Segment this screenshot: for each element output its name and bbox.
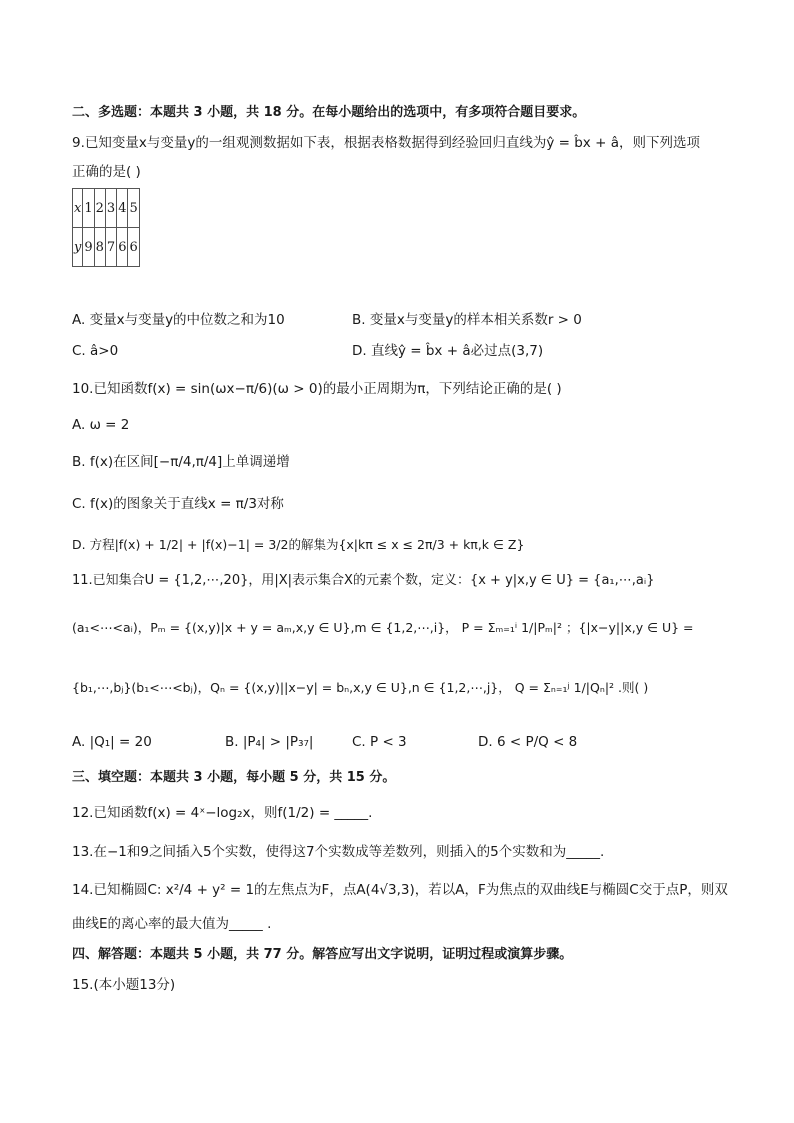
q11-option-b: B. |P₄| > |P₃₇| (225, 734, 314, 750)
observation-data-table (72, 188, 140, 267)
table-cell: 1 (83, 189, 94, 228)
question-13: 13.在−1和9之间插入5个实数，使得这7个实数成等差数列，则插入的5个实数和为_____. (72, 844, 605, 860)
question-14-line-1: 14.已知椭圆C: x²/4 + y² = 1的左焦点为F，点A(4√3,3)，若以A，F为焦点的双曲线E与椭圆C交于点P，则双 (72, 882, 728, 898)
question-11-line-3: {b₁,⋯,bⱼ}(b₁<⋯<bⱼ)，Qₙ = {(x,y)||x−y| = bₙ,x,y ∈ U},n ∈ {1,2,⋯,j}， Q = Σₙ₌₁ʲ 1/|Qₙ|² .则( ) (72, 680, 649, 695)
question-12: 12.已知函数f(x) = 4ˣ−log₂x，则f(1/2) = _____. (72, 805, 373, 821)
table-cell: 7 (105, 228, 116, 267)
table-cell: 4 (117, 189, 128, 228)
question-9-line-2: 正确的是( ) (72, 164, 141, 180)
table-cell: 6 (128, 228, 139, 267)
table-row-y (73, 228, 140, 267)
table-cell: 8 (94, 228, 105, 267)
section-4-heading: 四、解答题：本题共 5 小题，共 77 分。解答应写出文字说明，证明过程或演算步骤。 (72, 947, 573, 962)
section-2-heading: 二、多选题：本题共 3 小题，共 18 分。在每小题给出的选项中，有多项符合题目要求。 (72, 105, 586, 120)
table-cell: 9 (83, 228, 94, 267)
q10-option-c: C. f(x)的图象关于直线x = π/3对称 (72, 496, 284, 512)
question-11-line-1: 11.已知集合U = {1,2,⋯,20}，用|X|表示集合X的元素个数，定义：{x + y|x,y ∈ U} = {a₁,⋯,aᵢ} (72, 573, 655, 588)
question-11-line-2: (a₁<⋯<aᵢ)，Pₘ = {(x,y)|x + y = aₘ,x,y ∈ U},m ∈ {1,2,⋯,i}， P = Σₘ₌₁ⁱ 1/|Pₘ|² ；{|x−y||x,y ∈ U} = (72, 620, 694, 635)
q11-option-c: C. P < 3 (352, 734, 407, 750)
question-10-stem: 10.已知函数f(x) = sin(ωx−π/6)(ω > 0)的最小正周期为π，下列结论正确的是( ) (72, 381, 562, 397)
q9-option-a: A. 变量x与变量y的中位数之和为10 (72, 312, 285, 328)
table-cell: 6 (117, 228, 128, 267)
q10-option-b: B. f(x)在区间[−π/4,π/4]上单调递增 (72, 454, 290, 470)
question-9-line-1: 9.已知变量x与变量y的一组观测数据如下表，根据表格数据得到经验回归直线为ŷ = b̂x + â，则下列选项 (72, 135, 700, 151)
q9-option-c: C. â>0 (72, 343, 119, 359)
q9-option-b: B. 变量x与变量y的样本相关系数r > 0 (352, 312, 582, 328)
q10-option-a: A. ω = 2 (72, 417, 130, 433)
table-cell: x (73, 189, 83, 228)
table-cell: 5 (128, 189, 139, 228)
q11-option-a: A. |Q₁| = 20 (72, 734, 152, 750)
table-cell: 2 (94, 189, 105, 228)
q11-option-d: D. 6 < P/Q < 8 (478, 734, 578, 750)
q9-option-d: D. 直线ŷ = b̂x + â必过点(3,7) (352, 343, 544, 359)
table-row-x (73, 189, 140, 228)
question-15: 15.(本小题13分) (72, 977, 176, 993)
q10-option-d: D. 方程|f(x) + 1/2| + |f(x)−1| = 3/2的解集为{x|kπ ≤ x ≤ 2π/3 + kπ,k ∈ Z} (72, 537, 525, 552)
table-cell: y (73, 228, 83, 267)
question-14-line-2: 曲线E的离心率的最大值为_____ . (72, 916, 272, 932)
section-3-heading: 三、填空题：本题共 3 小题，每小题 5 分，共 15 分。 (72, 770, 396, 785)
table-cell: 3 (105, 189, 116, 228)
